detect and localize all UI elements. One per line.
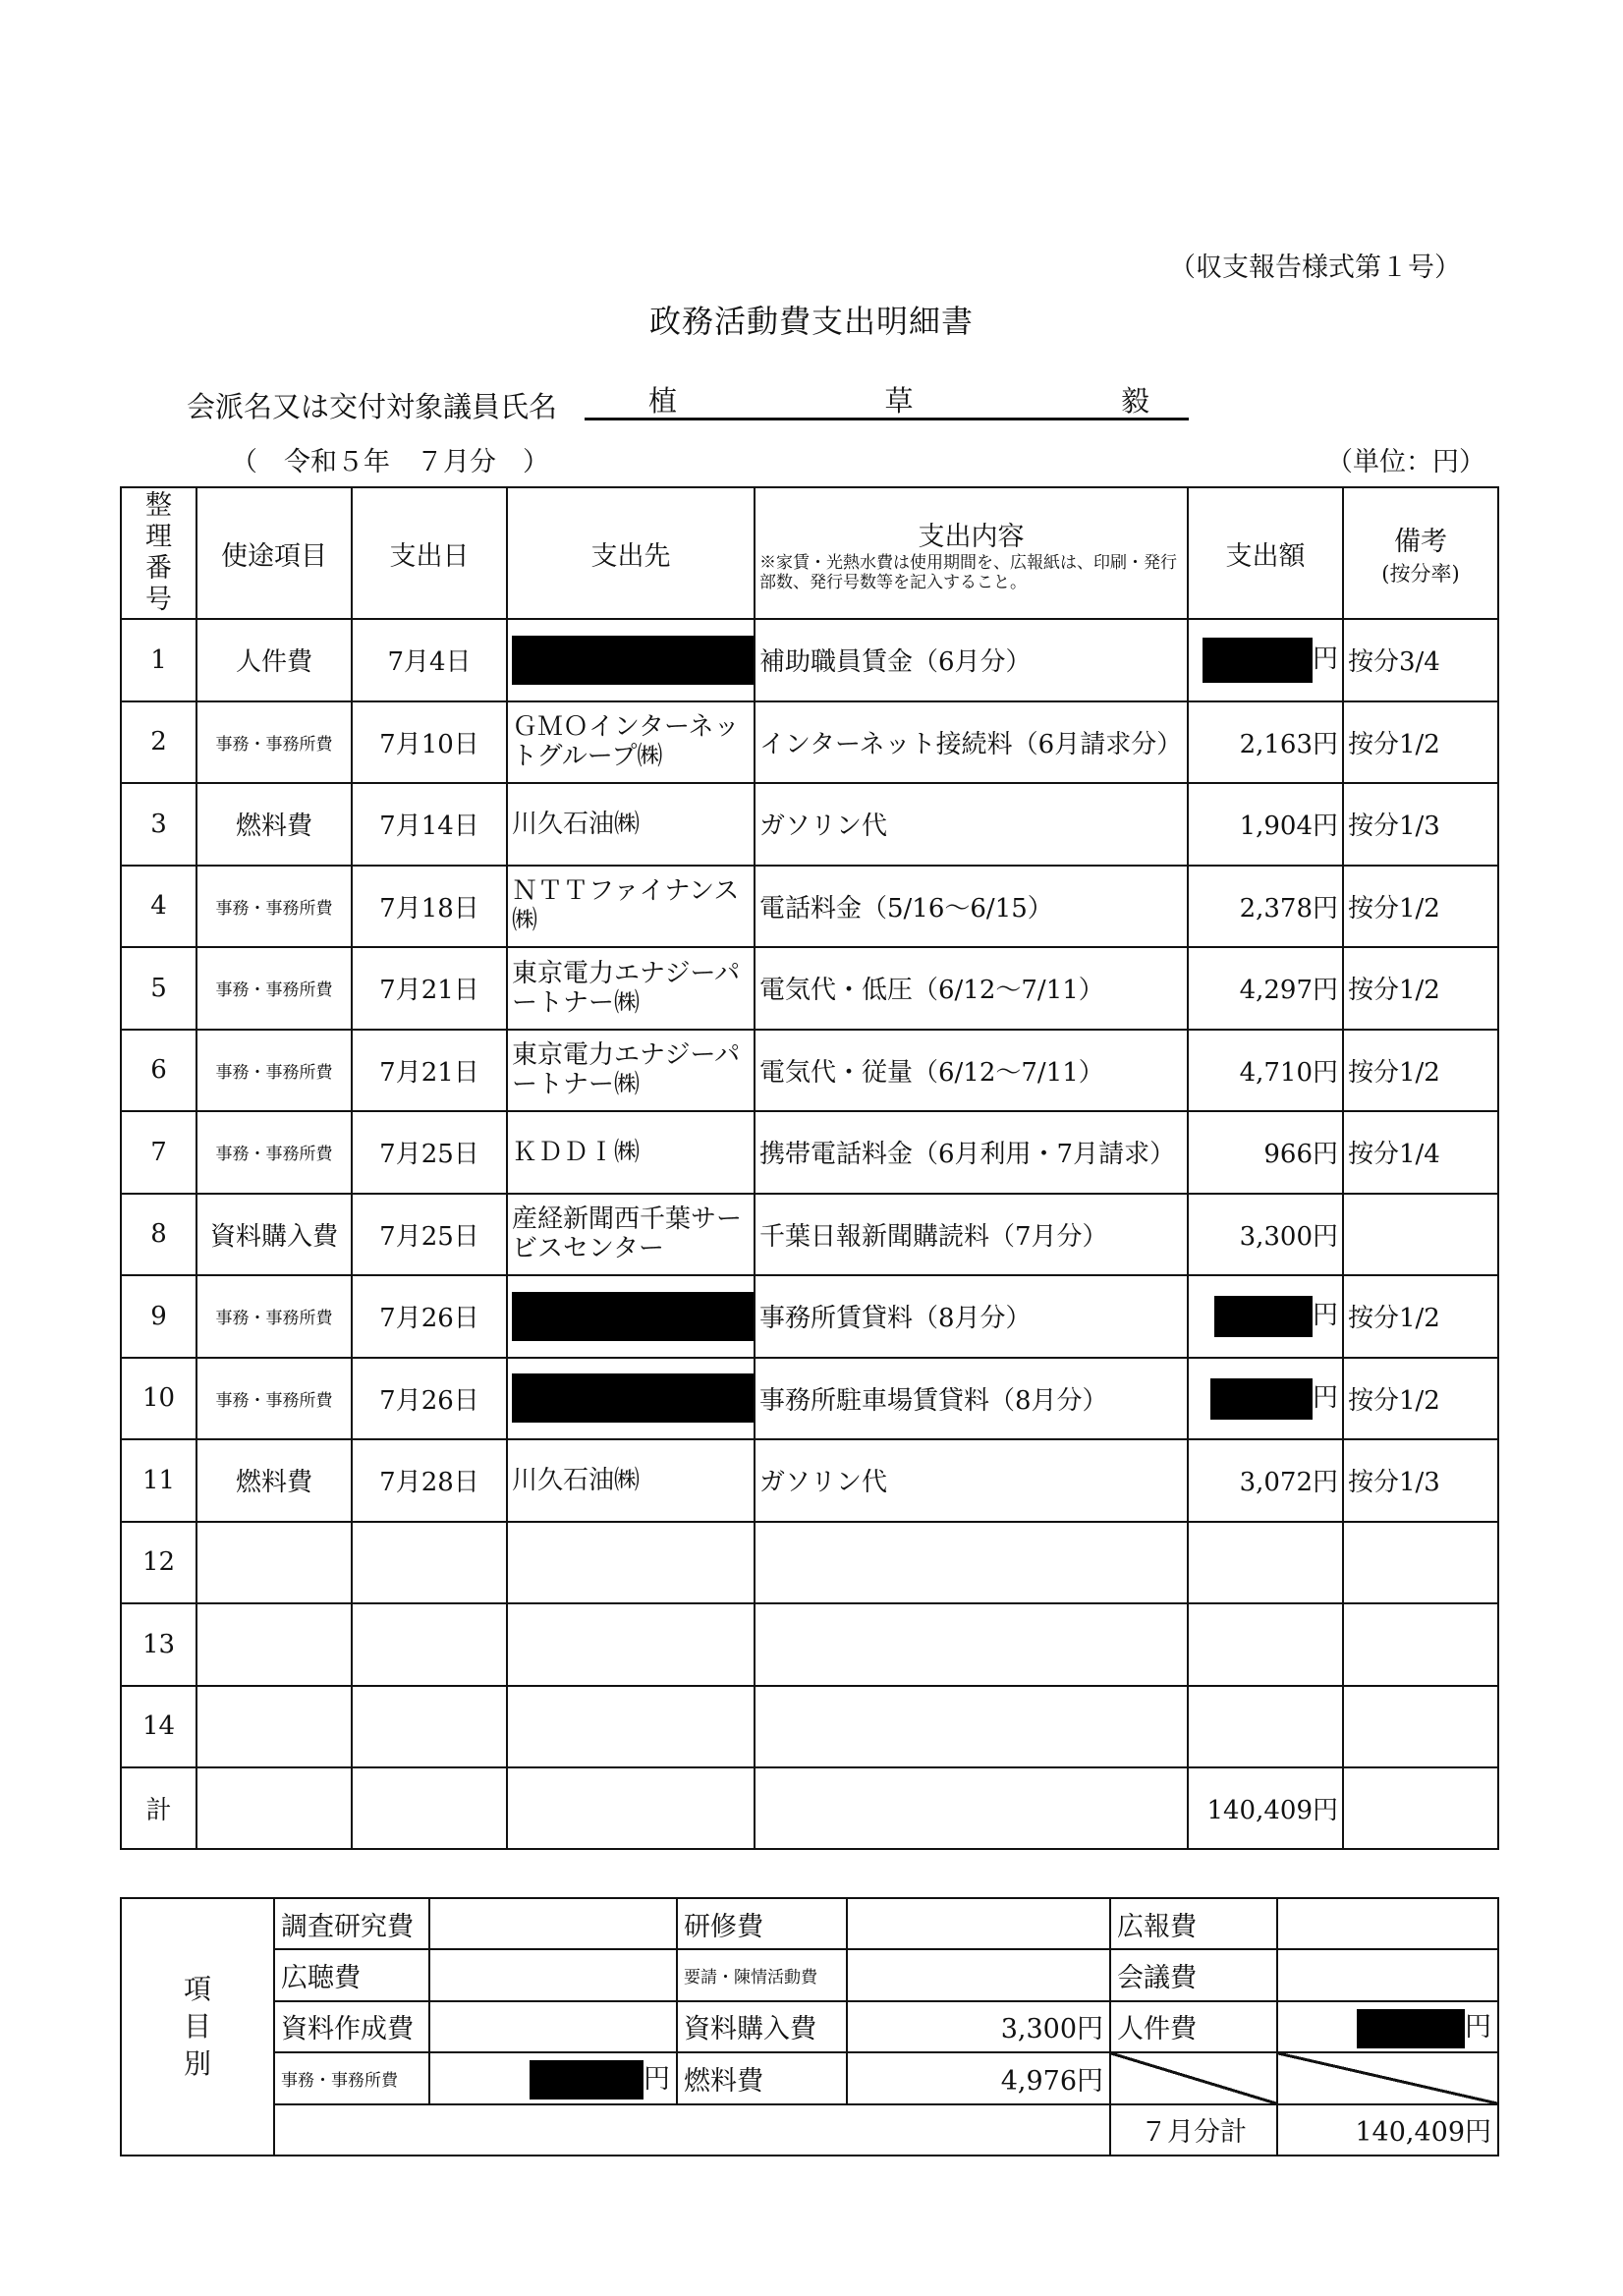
row-remarks [1343,1686,1498,1768]
row-payee [507,619,755,701]
header-date: 支出日 [352,487,507,619]
row-date: 7月21日 [352,1030,507,1112]
summary-label: 研修費 [677,1898,847,1949]
summary-value [847,1949,1110,2000]
redaction-block [512,1373,754,1423]
row-date: 7月25日 [352,1194,507,1276]
row-payee: ＫＤＤＩ㈱ [507,1111,755,1194]
row-date: 7月26日 [352,1275,507,1358]
redaction-block [1357,2009,1465,2048]
summary-label: 資料作成費 [274,2001,429,2052]
table-row [121,619,1498,701]
row-amount [1188,1686,1343,1768]
total-row [121,1767,1498,1849]
row-desc: 携帯電話料金（6月利用・7月請求） [755,1111,1188,1194]
row-amount: 2,378円 [1188,866,1343,948]
summary-label: 調査研究費 [274,1898,429,1949]
row-payee: 川久石油㈱ [507,783,755,866]
member-name-char: 毅 [1120,384,1149,418]
row-item [196,1686,352,1768]
row-remarks [1343,1603,1498,1686]
header-remarks [1343,487,1498,619]
redaction-block [1214,1296,1313,1337]
summary-row [121,2052,1498,2103]
row-desc: 電気代・従量（6/12～7/11） [755,1030,1188,1112]
page-title: 政務活動費支出明細書 [648,303,974,340]
table-row [121,1686,1498,1768]
summary-diagonal [1110,2052,1277,2103]
summary-value: 4,976円 [847,2052,1110,2103]
row-payee: 川久石油㈱ [507,1439,755,1522]
row-remarks: 按分1/2 [1343,1275,1498,1358]
row-payee [507,1522,755,1604]
row-desc [755,1522,1188,1604]
row-item [196,1522,352,1604]
row-no: 4 [121,866,196,948]
row-desc: 千葉日報新聞購読料（7月分） [755,1194,1188,1276]
month-total-value: 140,409円 [1277,2104,1498,2156]
row-amount: 2,163円 [1188,701,1343,784]
row-remarks [1343,1522,1498,1604]
summary-label: 事務・事務所費 [274,2052,429,2103]
row-remarks: 按分1/2 [1343,701,1498,784]
redaction-block [1203,638,1313,683]
row-desc: ガソリン代 [755,783,1188,866]
row-remarks: 按分1/2 [1343,1358,1498,1440]
report-period: （ 令和５年 ７月分 ） [231,447,549,477]
table-row [121,1030,1498,1112]
header-content-title: 支出内容 [918,521,1025,552]
member-label: 会派名又は交付対象議員氏名 [187,390,558,423]
table-row [121,1522,1498,1604]
row-desc: ガソリン代 [755,1439,1188,1522]
row-item: 事務・事務所費 [196,1111,352,1194]
row-item [196,1603,352,1686]
row-item: 燃料費 [196,1439,352,1522]
row-item: 事務・事務所費 [196,1358,352,1440]
header-remarks-sub: (按分率) [1381,561,1460,586]
row-date: 7月10日 [352,701,507,784]
total-empty [1343,1767,1498,1849]
total-empty [352,1767,507,1849]
row-amount [1188,1603,1343,1686]
member-name-char: 植 [648,384,678,418]
summary-label: 資料購入費 [677,2001,847,2052]
row-amount: 3,072円 [1188,1439,1343,1522]
table-header-row [121,487,1498,619]
row-no: 7 [121,1111,196,1194]
row-no: 14 [121,1686,196,1768]
table-row [121,1358,1498,1440]
form-number: （収支報告様式第１号） [1169,252,1461,283]
row-no: 8 [121,1194,196,1276]
header-amount: 支出額 [1188,487,1343,619]
row-remarks: 按分3/4 [1343,619,1498,701]
summary-value: 円 [1277,2001,1498,2052]
unit-label: （単位：円） [1326,447,1485,477]
total-amount: 140,409円 [1188,1767,1343,1849]
row-payee [507,1686,755,1768]
row-no: 6 [121,1030,196,1112]
summary-value [429,1898,677,1949]
summary-label: 要請・陳情活動費 [677,1949,847,2000]
row-amount [1188,1522,1343,1604]
row-date [352,1686,507,1768]
row-desc: 補助職員賃金（6月分） [755,619,1188,701]
table-row [121,701,1498,784]
summary-value [847,1898,1110,1949]
summary-value: 円 [429,2052,677,2103]
redaction-block [530,2060,644,2100]
table-row [121,1194,1498,1276]
row-date: 7月26日 [352,1358,507,1440]
table-row [121,1275,1498,1358]
header-payee: 支出先 [507,487,755,619]
row-payee [507,1603,755,1686]
row-no: 10 [121,1358,196,1440]
row-amount: 4,297円 [1188,947,1343,1030]
row-remarks: 按分1/4 [1343,1111,1498,1194]
row-amount: 3,300円 [1188,1194,1343,1276]
row-remarks: 按分1/3 [1343,783,1498,866]
row-date: 7月18日 [352,866,507,948]
header-no: 整理番号 [121,487,196,619]
row-payee [507,1275,755,1358]
summary-row [121,1898,1498,1949]
row-payee: 東京電力エナジーパートナー㈱ [507,947,755,1030]
row-no: 12 [121,1522,196,1604]
row-date: 7月4日 [352,619,507,701]
row-payee: 産経新聞西千葉サービスセンター [507,1194,755,1276]
header-remarks-title: 備考 [1394,526,1447,557]
row-remarks [1343,1194,1498,1276]
row-amount: 円 [1188,619,1343,701]
total-label: 計 [121,1767,196,1849]
table-row [121,1111,1498,1194]
table-row [121,866,1498,948]
row-desc: 電話料金（5/16～6/15） [755,866,1188,948]
summary-diagonal [1277,2052,1498,2103]
summary-label: 会議費 [1110,1949,1277,2000]
row-desc: 事務所賃貸料（8月分） [755,1275,1188,1358]
row-amount: 1,904円 [1188,783,1343,866]
header-item: 使途項目 [196,487,352,619]
table-row [121,947,1498,1030]
summary-value [429,1949,677,2000]
total-empty [507,1767,755,1849]
summary-label: 広聴費 [274,1949,429,2000]
row-desc: 電気代・低圧（6/12～7/11） [755,947,1188,1030]
expense-table [120,486,1499,1850]
row-remarks: 按分1/2 [1343,1030,1498,1112]
row-item: 事務・事務所費 [196,701,352,784]
table-row [121,783,1498,866]
row-item: 人件費 [196,619,352,701]
row-amount: 966円 [1188,1111,1343,1194]
header-content-note: ※家賃・光熱水費は使用期間を、広報紙は、印刷・発行部数、発行号数等を記入すること。 [759,552,1177,592]
summary-value: 3,300円 [847,2001,1110,2052]
summary-row [121,2001,1498,2052]
summary-label: 燃料費 [677,2052,847,2103]
redaction-block [1210,1378,1313,1420]
header-content [755,487,1188,619]
row-amount: 円 [1188,1358,1343,1440]
table-row [121,1603,1498,1686]
total-empty [755,1767,1188,1849]
summary-label: 広報費 [1110,1898,1277,1949]
member-name-char: 草 [884,384,914,418]
row-no: 13 [121,1603,196,1686]
row-date: 7月14日 [352,783,507,866]
row-desc [755,1686,1188,1768]
summary-row [121,1949,1498,2000]
summary-value [429,2001,677,2052]
redaction-block [512,636,754,685]
summary-table [120,1897,1499,2156]
row-item: 燃料費 [196,783,352,866]
row-amount: 4,710円 [1188,1030,1343,1112]
row-no: 2 [121,701,196,784]
row-item: 事務・事務所費 [196,1030,352,1112]
row-amount: 円 [1188,1275,1343,1358]
row-date: 7月28日 [352,1439,507,1522]
summary-label: 人件費 [1110,2001,1277,2052]
row-date: 7月21日 [352,947,507,1030]
row-desc: 事務所駐車場賃貸料（8月分） [755,1358,1188,1440]
row-date [352,1603,507,1686]
summary-value [1277,1949,1498,2000]
row-remarks: 按分1/3 [1343,1439,1498,1522]
row-no: 9 [121,1275,196,1358]
row-date: 7月25日 [352,1111,507,1194]
row-remarks: 按分1/2 [1343,947,1498,1030]
row-no: 1 [121,619,196,701]
row-desc [755,1603,1188,1686]
row-payee: ＧＭＯインターネットグループ㈱ [507,701,755,784]
row-remarks: 按分1/2 [1343,866,1498,948]
redaction-block [512,1292,755,1341]
table-row [121,1439,1498,1522]
total-empty [196,1767,352,1849]
row-date [352,1522,507,1604]
row-payee: 東京電力エナジーパートナー㈱ [507,1030,755,1112]
row-item: 事務・事務所費 [196,866,352,948]
row-no: 11 [121,1439,196,1522]
member-name [585,381,1189,420]
row-no: 3 [121,783,196,866]
summary-row [121,2104,1498,2156]
row-payee [507,1358,755,1440]
row-item: 資料購入費 [196,1194,352,1276]
month-total-label: ７月分計 [1110,2104,1277,2156]
row-desc: インターネット接続料（6月請求分） [755,701,1188,784]
row-item: 事務・事務所費 [196,1275,352,1358]
row-item: 事務・事務所費 [196,947,352,1030]
row-payee: ＮＴＴファイナンス㈱ [507,866,755,948]
row-no: 5 [121,947,196,1030]
summary-value [1277,1898,1498,1949]
summary-empty [274,2104,1110,2156]
summary-row-header: 項目別 [121,1898,274,2156]
